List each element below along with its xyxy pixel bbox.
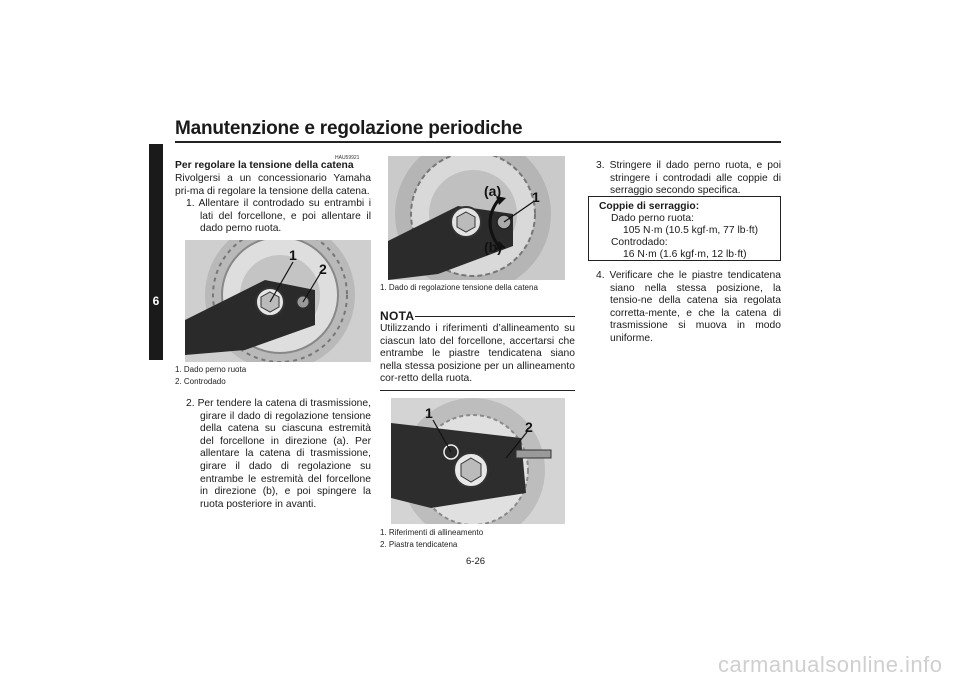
- section-code: HAU59921: [335, 155, 360, 161]
- header-rule: [175, 141, 781, 143]
- torque-value-axle-nut: 105 N·m (10.5 kgf·m, 77 lb·ft): [623, 225, 759, 236]
- figure-alignment-marks-illustration: [391, 398, 565, 524]
- torque-spec-box: [588, 196, 781, 261]
- figure-chain-adjuster: [388, 156, 565, 280]
- nota-rule-top: [415, 316, 575, 317]
- nota-rule-bottom: [380, 390, 575, 391]
- figure-axle-nut: [185, 240, 371, 362]
- page-number: 6-26: [466, 556, 486, 567]
- step-4: 4. Verificare che le piastre tendicatena siano nella stessa posizione, la tensio-ne della catena sia regolata corretta-mente, e che la catena di trasmissione si muova in modo uniforme.: [596, 270, 781, 344]
- figure-chain-adjuster-illustration: [388, 156, 565, 280]
- fig2-label-a: (a): [484, 183, 502, 199]
- torque-label-axle-nut: Dado perno ruota:: [611, 213, 695, 224]
- fig1-caption-2: 2. Controdado: [175, 377, 226, 386]
- fig2-caption: 1. Dado di regolazione tensione della catena: [380, 283, 538, 292]
- figure-axle-nut-illustration: [185, 240, 371, 362]
- nota-label: NOTA: [380, 309, 415, 323]
- fig3-label-1: 1: [425, 405, 433, 421]
- page-title: Manutenzione e regolazione periodiche: [175, 118, 523, 139]
- watermark: carmanualsonline.info: [718, 652, 943, 677]
- step-2: 2. Per tendere la catena di trasmissione, girare il dado di regolazione tensione della catena su ciascuna estremità del forcellone in direzione (a). Per allentare la catena di trasmissione, girare il dado di regolazione su entrambe le estremità del forcellone in direzione (b), e poi spingere la ruota posteriore in avanti.: [186, 398, 371, 510]
- fig2-label-b: (b): [484, 239, 502, 255]
- figure-alignment-marks: [391, 398, 565, 524]
- chapter-tab-number: 6: [152, 294, 160, 308]
- fig3-caption-1: 1. Riferimenti di allineamento: [380, 528, 484, 537]
- step-3: 3. Stringere il dado perno ruota, e poi stringere i controdadi alle coppie di serraggio secondo specifica.: [596, 160, 781, 197]
- section-heading: Per regolare la tensione della catena: [175, 160, 354, 171]
- fig1-label-2: 2: [319, 261, 327, 277]
- fig1-label-1: 1: [289, 247, 297, 263]
- step-1: 1. Allentare il controdado su entrambi i lati del forcellone, e poi allentare il dado perno ruota.: [186, 198, 371, 235]
- fig3-caption-2: 2. Piastra tendicatena: [380, 540, 458, 549]
- torque-value-locknut: 16 N·m (1.6 kgf·m, 12 lb·ft): [623, 249, 747, 260]
- torque-title: Coppie di serraggio:: [599, 201, 700, 212]
- nota-text: Utilizzando i riferimenti d’allineamento su ciascun lato del forcellone, accertarsi che entrambe le piastre tendicatena siano nella stessa posizione per un allineamento cor-retto della ruota.: [380, 323, 575, 385]
- fig2-label-1: 1: [532, 189, 540, 205]
- fig3-label-2: 2: [525, 419, 533, 435]
- torque-label-locknut: Controdado:: [611, 237, 668, 248]
- fig1-caption-1: 1. Dado perno ruota: [175, 365, 247, 374]
- chapter-tab: [149, 144, 163, 360]
- intro-text: Rivolgersi a un concessionario Yamaha pri-ma di regolare la tensione della catena.: [175, 173, 371, 197]
